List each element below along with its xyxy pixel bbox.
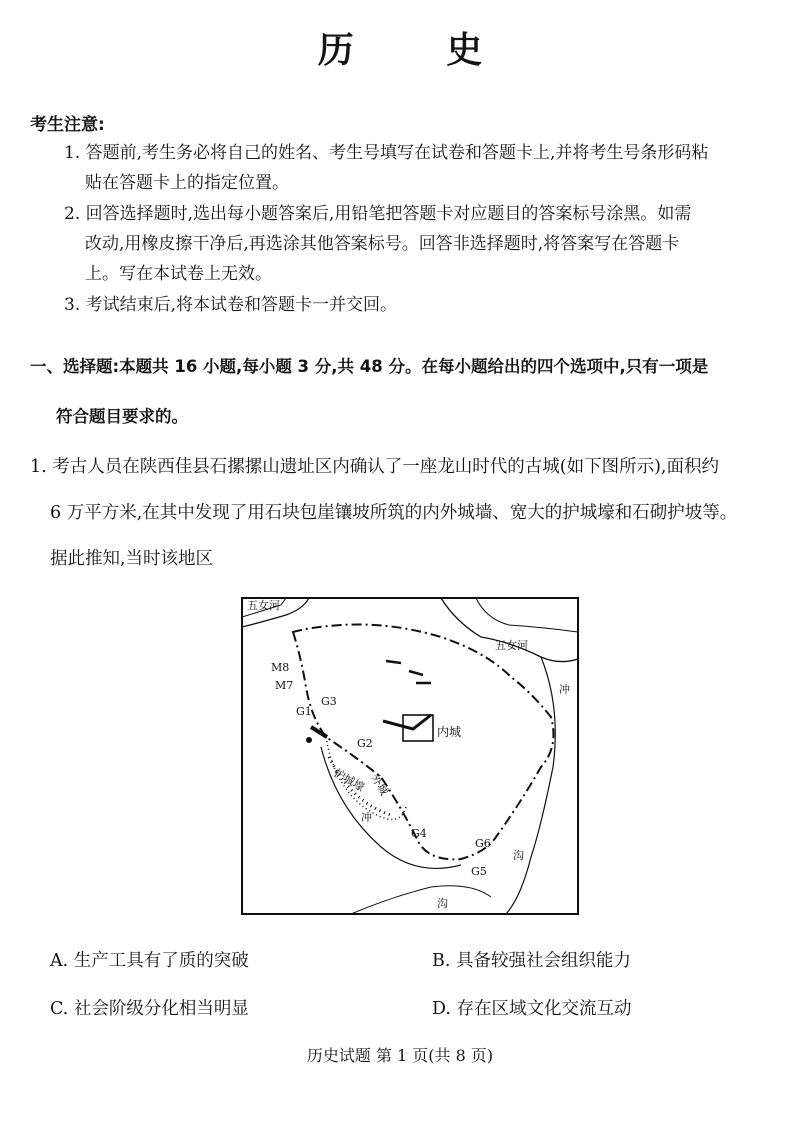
river-right-bank-2 bbox=[476, 598, 578, 632]
option-b: B. 具备较强社会组织能力 bbox=[432, 951, 631, 971]
option-c: C. 社会阶级分化相当明显 bbox=[50, 999, 249, 1019]
label-gully-3: 沟 bbox=[513, 849, 524, 862]
gully-bottom-edge bbox=[321, 747, 461, 868]
option-d: D. 存在区域文化交流互动 bbox=[432, 999, 632, 1019]
label-g6: G6 bbox=[475, 837, 491, 850]
label-g4: G4 bbox=[411, 827, 427, 840]
label-g2: G2 bbox=[357, 737, 373, 750]
notice-heading: 考生注意: bbox=[30, 115, 105, 135]
label-m7: M7 bbox=[275, 679, 294, 692]
notice-item-1-cont: 贴在答题卡上的指定位置。 bbox=[85, 173, 289, 193]
notice-item-2: 2. 回答选择题时,选出每小题答案后,用铅笔把答题卡对应题目的答案标号涂黑。如需 bbox=[64, 204, 692, 224]
wall-fragments bbox=[386, 661, 431, 683]
inner-city-wall bbox=[383, 715, 431, 729]
label-m8: M8 bbox=[271, 661, 290, 674]
notice-item-2-cont: 改动,用橡皮擦干净后,再选涂其他答案标号。回答非选择题时,将答案写在答题卡 bbox=[85, 234, 680, 254]
label-gully-4: 沟 bbox=[437, 897, 448, 910]
wall-segment-g1 bbox=[311, 727, 327, 737]
question-1-stem-cont: 6 万平方米,在其中发现了用石块包崖镶坡所筑的内外城墙、宽大的护城壕和石砌护坡等。 bbox=[50, 503, 738, 523]
label-river-right: 五女河 bbox=[495, 639, 528, 652]
option-a: A. 生产工具有了质的突破 bbox=[50, 951, 249, 971]
label-river-top-left: 五女河 bbox=[247, 599, 280, 612]
label-inner-city: 内城 bbox=[437, 725, 462, 739]
outer-city-wall bbox=[293, 625, 553, 860]
gully-bottom-edge-2 bbox=[351, 886, 491, 914]
question-1-stem-cont-2: 据此推知,当时该地区 bbox=[50, 549, 214, 569]
label-g1: G1 bbox=[296, 705, 312, 718]
page-title: 历 史 bbox=[317, 30, 523, 71]
label-gully-2: 冲 bbox=[361, 811, 372, 824]
site-map bbox=[241, 597, 579, 915]
label-g5: G5 bbox=[471, 865, 487, 878]
section-heading-cont: 符合题目要求的。 bbox=[56, 407, 188, 426]
notice-item-2-cont-2: 上。写在本试卷上无效。 bbox=[85, 264, 272, 284]
question-1-stem: 1. 考古人员在陕西佳县石摞摞山遗址区内确认了一座龙山时代的古城(如下图所示),面积约 bbox=[30, 457, 719, 477]
notice-item-3: 3. 考试结束后,将本试卷和答题卡一并交回。 bbox=[64, 295, 398, 315]
label-gully-1: 冲 bbox=[559, 683, 570, 696]
notice-item-1: 1. 答题前,考生务必将自己的姓名、考生号填写在试卷和答题卡上,并将考生号条形码粘 bbox=[64, 143, 709, 163]
label-g3: G3 bbox=[321, 695, 337, 708]
label-moat: 护城壕 bbox=[331, 766, 367, 795]
label-outer-city: 外城 bbox=[368, 772, 391, 798]
page-footer: 历史试题 第 1 页(共 8 页) bbox=[306, 1046, 494, 1065]
marker-dot bbox=[306, 737, 312, 743]
section-heading: 一、选择题:本题共 16 小题,每小题 3 分,共 48 分。在每小题给出的四个选项中,只有一项是 bbox=[30, 357, 709, 376]
